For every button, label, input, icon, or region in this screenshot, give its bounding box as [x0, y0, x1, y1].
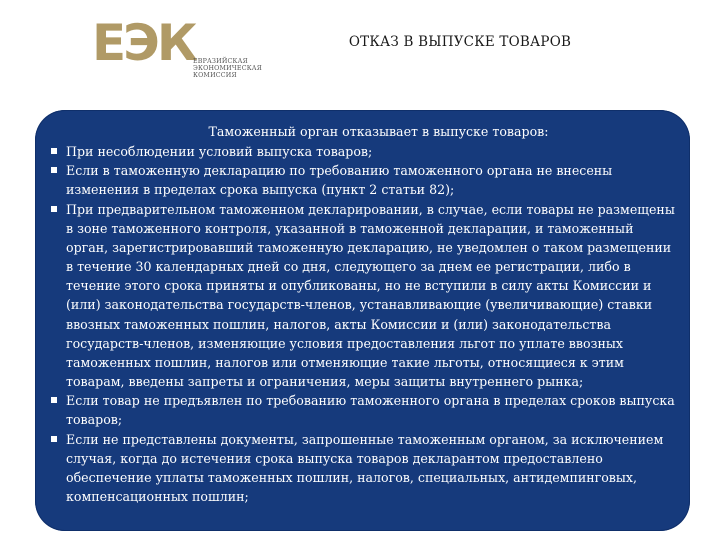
list-item	[51, 142, 676, 161]
refusal-list	[51, 142, 676, 506]
panel-heading: Таможенный орган отказывает в выпуске товаров:	[208, 124, 549, 139]
list-item	[51, 430, 676, 507]
logo-subtitle: ЕВРАЗИЙСКАЯ ЭКОНОМИЧЕСКАЯ КОМИССИЯ	[193, 58, 263, 79]
panel-content	[51, 122, 676, 506]
bullet-icon	[51, 206, 57, 212]
list-item-text: Если в таможенную декларацию по требованию таможенного органа не внесены изменения в пределах срока выпуска (пункт 2 статьи 82);	[66, 163, 613, 198]
list-item	[51, 391, 676, 429]
slide-title: ОТКАЗ В ВЫПУСКЕ ТОВАРОВ	[348, 34, 572, 50]
list-item-text: При несоблюдении условий выпуска товаров;	[66, 144, 373, 160]
list-item-text: При предварительном таможенном декларировании, в случае, если товары не размещены в зоне таможенного контроля, указанной в таможенной декларации, и таможенный орган, зарегистрировавший таможенную декларацию, не уведомлен о таком размещении в течение 30 календарных дней со дня, следующего за днем ее регистрации, либо в течение этого срока приняты и опубликованы, но не вступили в силу акты Комиссии и (или) законодательства государств-членов, устанавливающие (увеличивающие) ставки ввозных таможенных пошлин, налогов, акты Комиссии и (или) законодательства государств-членов, изменяющие условия предоставления льгот по уплате ввозных таможенных пошлин, налогов или отменяющие такие льготы, относящиеся к этим товарам, введены запреты и ограничения, меры защиты внутреннего рынка;	[66, 201, 675, 390]
list-item-text: Если не представлены документы, запрошенные таможенным органом, за исключением случая, когда до истечения срока выпуска товаров декларантом предоставлено обеспечение уплаты таможенных пошлин, налогов, специальных, антидемпинговых, компенсационных пошлин;	[66, 431, 664, 504]
bullet-icon	[51, 436, 57, 442]
list-item	[51, 200, 676, 392]
list-item	[51, 161, 676, 199]
content-panel	[35, 110, 690, 531]
bullet-icon	[51, 148, 57, 154]
eec-logo	[92, 14, 282, 88]
bullet-icon	[51, 397, 57, 403]
logo-mark: ЕЭК	[92, 14, 195, 72]
bullet-icon	[51, 167, 57, 173]
list-item-text: Если товар не предъявлен по требованию таможенного органа в пределах сроков выпуска товаров;	[66, 393, 675, 428]
